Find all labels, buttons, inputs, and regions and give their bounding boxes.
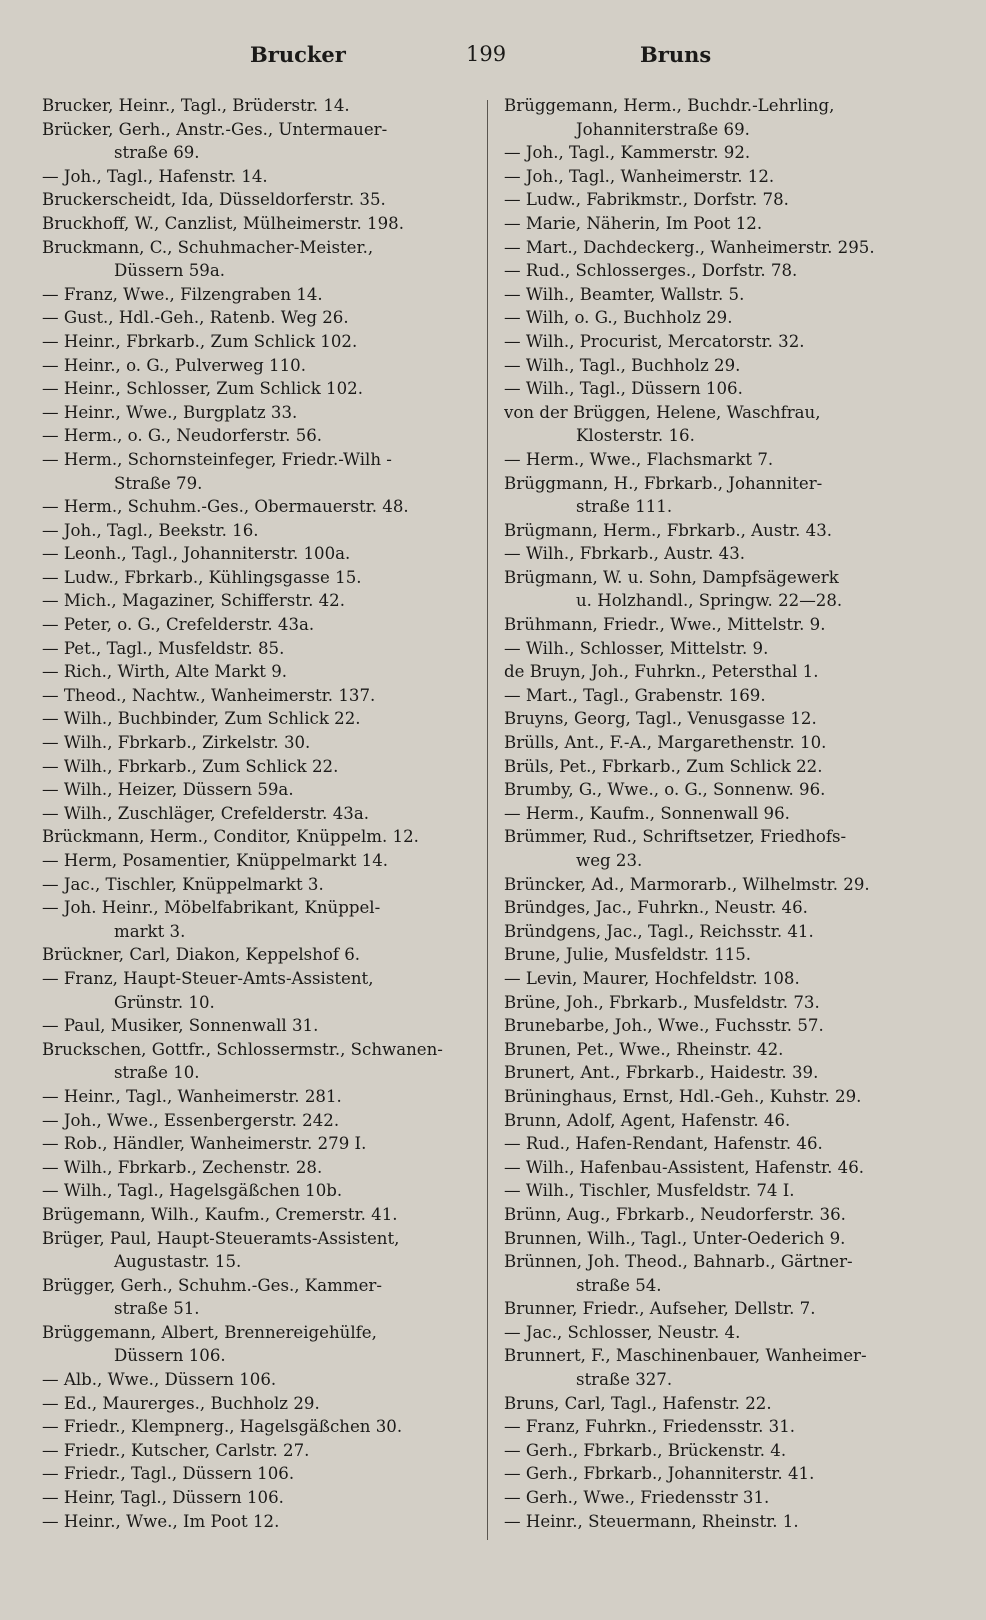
directory-entry: — Jac., Schlosser, Neustr. 4. [504,1322,741,1342]
directory-entry: de Bruyn, Joh., Fuhrkn., Petersthal 1. [504,662,819,682]
directory-entry: — Rud., Hafen-Rendant, Hafenstr. 46. [504,1134,823,1154]
directory-entry: — Friedr., Klempnerg., Hagelsgäßchen 30. [42,1417,403,1437]
directory-entry: — Wilh., Tagl., Buchholz 29. [504,355,741,375]
directory-entry: — Heinr., Tagl., Wanheimerstr. 281. [42,1086,342,1106]
directory-entry: Brückner, Carl, Diakon, Keppelshof 6. [42,945,361,965]
directory-entry: — Wilh., Heizer, Düssern 59a. [42,780,294,800]
page-number: 199 [466,42,507,66]
directory-entry: Bruns, Carl, Tagl., Hafenstr. 22. [504,1393,772,1413]
directory-entry: Brüncker, Ad., Marmorarb., Wilhelmstr. 29. [504,874,870,894]
entry-continuation: Johanniterstraße 69. [576,119,750,139]
directory-entry: Brügemann, Wilh., Kaufm., Cremerstr. 41. [42,1204,398,1224]
directory-entry: — Wilh., Fbrkarb., Zum Schlick 22. [42,756,339,776]
directory-entry: Brunner, Friedr., Aufseher, Dellstr. 7. [504,1299,816,1319]
directory-entry: Bruckerscheidt, Ida, Düsseldorferstr. 35. [42,190,386,210]
directory-entry: — Wilh., Tischler, Musfeldstr. 74 I. [504,1181,795,1201]
directory-entry: Brügger, Gerh., Schuhm.-Ges., Kammer- [42,1275,382,1295]
entry-continuation: straße 327. [576,1370,673,1390]
directory-entry: — Rob., Händler, Wanheimerstr. 279 I. [42,1134,367,1154]
directory-entry: — Heinr, Tagl., Düssern 106. [42,1488,284,1508]
entry-continuation: u. Holzhandl., Springw. 22—28. [576,591,843,611]
directory-entry: Brüne, Joh., Fbrkarb., Musfeldstr. 73. [504,992,820,1012]
entry-continuation: Straße 79. [114,473,203,493]
directory-entry: Bruckmann, C., Schuhmacher-Meister., [42,237,374,257]
directory-entry: — Friedr., Kutscher, Carlstr. 27. [42,1440,310,1460]
directory-entry: — Jac., Tischler, Knüppelmarkt 3. [42,874,324,894]
directory-entry: Bruckhoff, W., Canzlist, Mülheimerstr. 198. [42,213,405,233]
directory-entry: — Theod., Nachtw., Wanheimerstr. 137. [42,685,376,705]
directory-entry: Brunnen, Wilh., Tagl., Unter-Oederich 9. [504,1228,846,1248]
entry-continuation: straße 54. [576,1275,662,1295]
directory-entry: — Heinr., Steuermann, Rheinstr. 1. [504,1511,799,1531]
directory-entry: — Wilh., Buchbinder, Zum Schlick 22. [42,709,361,729]
entry-continuation: straße 111. [576,497,673,517]
directory-entry: — Ludw., Fabrikmstr., Dorfstr. 78. [504,190,789,210]
directory-entry: — Joh., Tagl., Hafenstr. 14. [42,166,268,186]
directory-entry: — Ludw., Fbrkarb., Kühlingsgasse 15. [42,567,362,587]
directory-entry: Brülls, Ant., F.-A., Margarethenstr. 10. [504,733,827,753]
directory-entry: — Franz, Haupt-Steuer-Amts-Assistent, [42,968,374,988]
entry-continuation: Augustastr. 15. [114,1252,242,1272]
directory-entry: Brühmann, Friedr., Wwe., Mittelstr. 9. [504,615,826,635]
directory-entry: — Peter, o. G., Crefelderstr. 43a. [42,615,315,635]
directory-entry: Brune, Julie, Musfeldstr. 115. [504,945,752,965]
directory-entry: — Gerh., Fbrkarb., Johanniterstr. 41. [504,1464,815,1484]
directory-entry: — Joh. Heinr., Möbelfabrikant, Knüppel- [42,898,381,918]
directory-entry: — Wilh., Schlosser, Mittelstr. 9. [504,638,769,658]
directory-entry: — Gerh., Wwe., Friedensstr 31. [504,1488,770,1508]
directory-entry: — Wilh., Tagl., Düssern 106. [504,379,743,399]
directory-entry: — Heinr., Wwe., Im Poot 12. [42,1511,280,1531]
directory-entry: — Joh., Wwe., Essenbergerstr. 242. [42,1110,340,1130]
entry-continuation: Düssern 106. [114,1346,226,1366]
directory-entry: Bruyns, Georg, Tagl., Venusgasse 12. [504,709,817,729]
directory-entry: — Franz, Fuhrkn., Friedensstr. 31. [504,1417,796,1437]
directory-entry: — Heinr., Schlosser, Zum Schlick 102. [42,379,364,399]
directory-entry: — Heinr., o. G., Pulverweg 110. [42,355,306,375]
directory-entry: — Mart., Tagl., Grabenstr. 169. [504,685,766,705]
directory-entry: — Paul, Musiker, Sonnenwall 31. [42,1016,319,1036]
right-column [504,94,954,1533]
directory-entry: Bründges, Jac., Fuhrkn., Neustr. 46. [504,898,808,918]
directory-entry: — Herm, Posamentier, Knüppelmarkt 14. [42,851,389,870]
directory-entry: — Gust., Hdl.-Geh., Ratenb. Weg 26. [42,308,349,328]
entry-continuation: Düssern 59a. [114,261,226,281]
directory-entry: — Herm., Schornsteinfeger, Friedr.-Wilh - [42,449,392,469]
directory-entry: — Wilh., Tagl., Hagelsgäßchen 10b. [42,1181,343,1201]
directory-entry: — Levin, Maurer, Hochfeldstr. 108. [504,968,800,988]
directory-entry: — Wilh., Beamter, Wallstr. 5. [504,284,745,304]
directory-entry: Brunen, Pet., Wwe., Rheinstr. 42. [504,1039,784,1059]
entry-continuation: Grünstr. 10. [114,992,215,1012]
directory-entry: Brügmann, Herm., Fbrkarb., Austr. 43. [504,520,833,540]
directory-entry: — Joh., Tagl., Wanheimerstr. 12. [504,166,775,186]
directory-entry: — Rich., Wirth, Alte Markt 9. [42,662,288,682]
entry-continuation: straße 69. [114,143,200,163]
directory-entry: Brünn, Aug., Fbrkarb., Neudorferstr. 36. [504,1204,846,1224]
entry-continuation: weg 23. [576,851,643,870]
directory-entry: — Friedr., Tagl., Düssern 106. [42,1464,295,1484]
entry-continuation: straße 10. [114,1063,200,1083]
header-right-keyword: Bruns [640,42,712,67]
directory-entry: — Wilh., Fbrkarb., Austr. 43. [504,544,746,564]
directory-entry: Brüggmann, H., Fbrkarb., Johanniter- [504,473,823,493]
directory-entry: — Herm., Kaufm., Sonnenwall 96. [504,803,790,823]
directory-entry: — Mich., Magaziner, Schifferstr. 42. [42,591,346,611]
directory-entry: — Wilh., Hafenbau-Assistent, Hafenstr. 46. [504,1157,865,1177]
entry-continuation: markt 3. [114,921,186,941]
column-divider [487,100,488,1540]
directory-entry: — Rud., Schlosserges., Dorfstr. 78. [504,261,798,281]
directory-entry: Brüger, Paul, Haupt-Steueramts-Assistent, [42,1228,400,1248]
directory-entry: Bruckschen, Gottfr., Schlossermstr., Schwanen- [42,1039,443,1059]
directory-entry: Brunert, Ant., Fbrkarb., Haidestr. 39. [504,1063,819,1083]
directory-entry: — Joh., Tagl., Kammerstr. 92. [504,143,751,163]
directory-entry: Brümmer, Rud., Schriftsetzer, Friedhofs- [504,827,847,847]
directory-entry: — Wilh., Fbrkarb., Zechenstr. 28. [42,1157,323,1177]
directory-entry: Brücker, Gerh., Anstr.-Ges., Untermauer- [42,119,388,139]
directory-entry: — Marie, Näherin, Im Poot 12. [504,213,763,233]
directory-entry: Brunn, Adolf, Agent, Hafenstr. 46. [504,1110,791,1130]
directory-entry: von der Brüggen, Helene, Waschfrau, [504,402,821,422]
directory-entry: — Wilh., Fbrkarb., Zirkelstr. 30. [42,733,311,753]
directory-entry: — Wilh., Zuschläger, Crefelderstr. 43a. [42,803,369,823]
directory-entry: Brüggemann, Herm., Buchdr.-Lehrling, [504,96,835,115]
directory-entry: Brüninghaus, Ernst, Hdl.-Geh., Kuhstr. 29. [504,1086,862,1106]
directory-entry: — Heinr., Fbrkarb., Zum Schlick 102. [42,331,358,351]
directory-entry: — Herm., Schuhm.-Ges., Obermauerstr. 48. [42,497,409,517]
directory-entry: — Wilh, o. G., Buchholz 29. [504,308,733,328]
directory-entry: — Herm., o. G., Neudorferstr. 56. [42,426,323,446]
header-left-keyword: Brucker [250,42,346,67]
directory-entry: Brückmann, Herm., Conditor, Knüppelm. 12. [42,827,419,847]
directory-entry: Brucker, Heinr., Tagl., Brüderstr. 14. [42,96,350,115]
directory-entry: Brünnen, Joh. Theod., Bahnarb., Gärtner- [504,1252,853,1272]
directory-entry: — Leonh., Tagl., Johanniterstr. 100a. [42,544,351,564]
entry-continuation: straße 51. [114,1299,200,1319]
directory-entry: — Mart., Dachdeckerg., Wanheimerstr. 295. [504,237,875,257]
directory-entry: Brunnert, F., Maschinenbauer, Wanheimer- [504,1346,867,1366]
directory-entry: Brüls, Pet., Fbrkarb., Zum Schlick 22. [504,756,823,776]
directory-entry: — Franz, Wwe., Filzengraben 14. [42,284,323,304]
directory-entry: Brügmann, W. u. Sohn, Dampfsägewerk [504,567,839,587]
directory-entry: — Wilh., Procurist, Mercatorstr. 32. [504,331,805,351]
directory-entry: — Heinr., Wwe., Burgplatz 33. [42,402,298,422]
directory-entry: Bründgens, Jac., Tagl., Reichsstr. 41. [504,921,814,941]
directory-entry: — Gerh., Fbrkarb., Brückenstr. 4. [504,1440,787,1460]
left-column [42,94,482,1533]
directory-entry: — Ed., Maurerges., Buchholz 29. [42,1393,320,1413]
directory-entry: — Pet., Tagl., Musfeldstr. 85. [42,638,285,658]
directory-entry: Brüggemann, Albert, Brennereigehülfe, [42,1322,377,1342]
directory-entry: Brunebarbe, Joh., Wwe., Fuchsstr. 57. [504,1016,824,1036]
directory-entry: Brumby, G., Wwe., o. G., Sonnenw. 96. [504,780,826,800]
entry-continuation: Klosterstr. 16. [576,426,695,446]
directory-entry: — Herm., Wwe., Flachsmarkt 7. [504,449,774,469]
directory-entry: — Joh., Tagl., Beekstr. 16. [42,520,259,540]
directory-entry: — Alb., Wwe., Düssern 106. [42,1370,277,1390]
page-header [0,42,986,74]
